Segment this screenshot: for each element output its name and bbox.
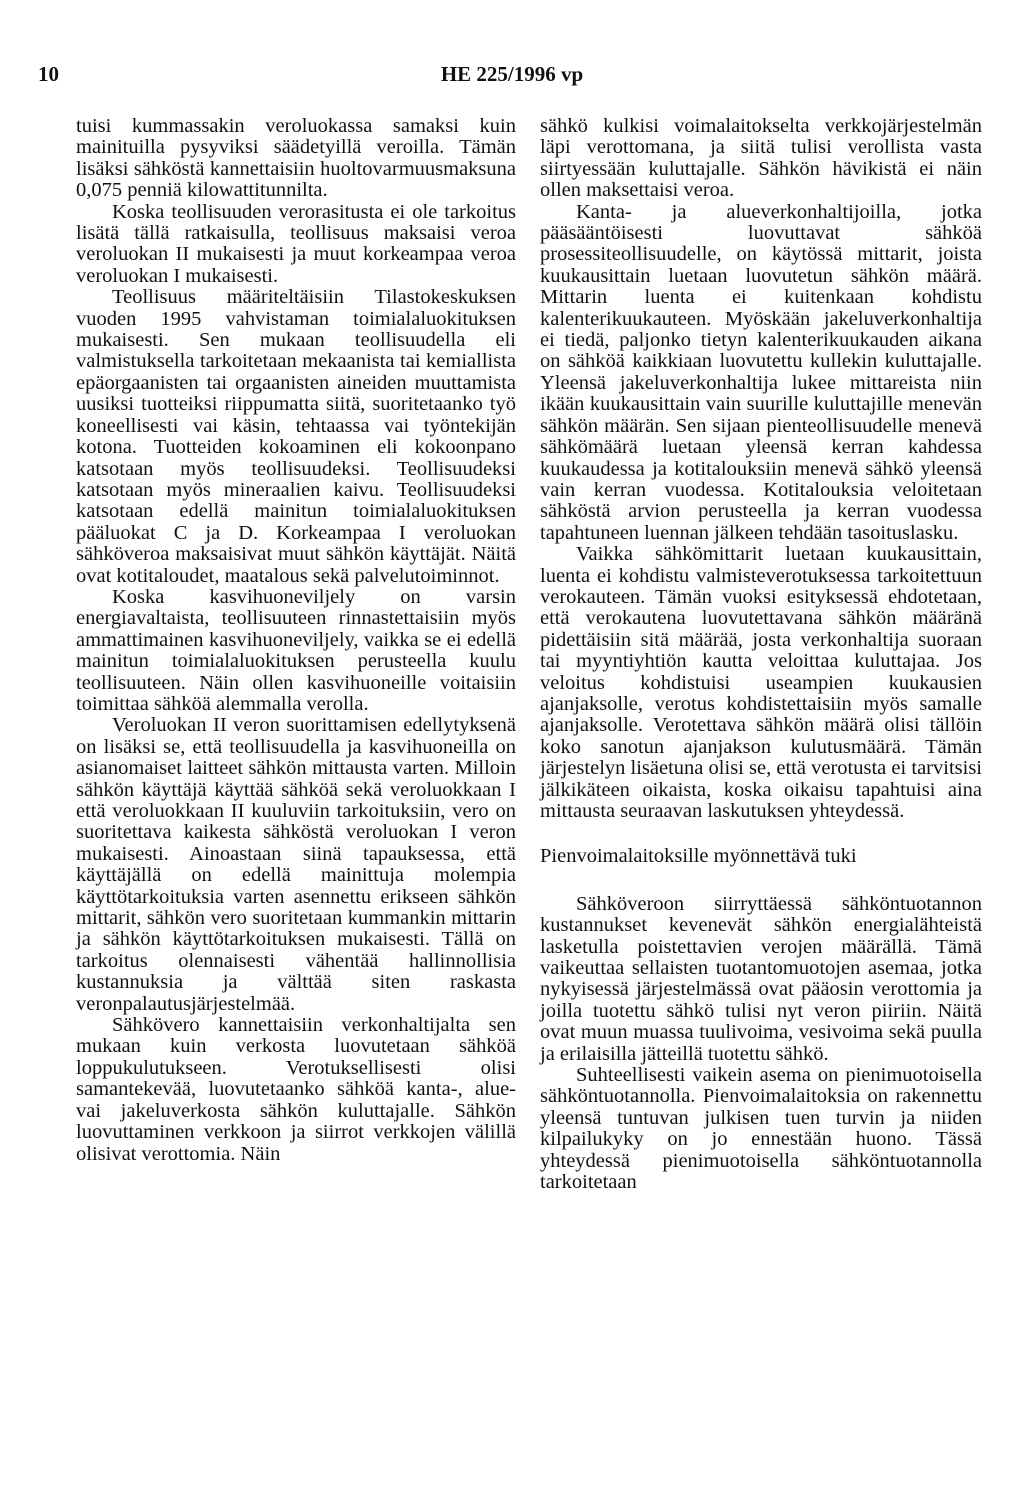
paragraph: Teollisuus määriteltäisiin Tilastokeskuksen vuoden 1995 vahvistaman toimialaluokituksen mukaisesti. Sen mukaan teollisuudella eli valmistuksella tarkoitetaan mekaanista tai kemiallista epäorgaanisten tai orgaanisten aineiden muuttamista uusiksi tuotteiksi riippumatta siitä, suoritetaanko työ koneellisesti vai käsin, tehtaassa vai työntekijän kotona. Tuotteiden kokoaminen eli kokoonpano katsotaan myös teollisuudeksi. Teollisuudeksi katsotaan myös mineraalien kaivu. Teollisuudeksi katsotaan edellä mainitun toimialaluokituksen pääluokat C ja D. Korkeampaa I veroluokan sähköveroa maksaisivat muut sähkön käyttäjät. Näitä ovat kotitaloudet, maatalous sekä palvelutoiminnot. [76, 286, 516, 587]
paragraph: Koska kasvihuoneviljely on varsin energiavaltaista, teollisuuteen rinnastettaisiin myös ammattimainen kasvihuoneviljely, vaikka se ei edellä mainitun toimialaluokituksen perusteella kuulu teollisuuteen. Näin ollen kasvihuoneille voitaisiin toimittaa sähköä alemmalla verolla. [76, 585, 516, 715]
paragraph: Suhteellisesti vaikein asema on pienimuotoisella sähköntuotannolla. Pienvoimalaitoksia on rakennettu yleensä tuntuvan julkisen tuen turvin ja niiden kilpailukyky on jo ennestään huono. Tässä yhteydessä pienimuotoisella sähköntuotannolla tarkoitetaan [540, 1064, 982, 1194]
paragraph: tuisi kummassakin veroluokassa samaksi kuin mainituilla pysyviksi säädetyillä veroilla. Tämän lisäksi sähköstä kannettaisiin huoltovarmuusmaksuna 0,075 penniä kilowattitunnilta. [76, 115, 516, 202]
paragraph: Veroluokan II veron suorittamisen edellytyksenä on lisäksi se, että teollisuudella ja kasvihuoneilla on asianomaiset laitteet sähkön mittausta varten. Milloin sähkön käyttäjä käyttää sähköä sekä veroluokkaan I että veroluokkaan II kuuluviin tarkoituksiin, vero on suoritettava kaikesta sähköstä veroluokan I veron mukaisesti. Ainoastaan siinä tapauksessa, että käyttäjällä on edellä mainittuja molempia käyttötarkoituksia varten asennettu erikseen sähkön mittarit, sähkön vero suoritetaan kummankin mittarin ja sähkön käyttötarkoituksen mukaisesti. Tällä on tarkoitus olennaisesti vähentää hallinnollisia kustannuksia ja välttää siten raskasta veronpalautusjärjestelmää. [76, 714, 516, 1015]
paragraph: Sähkövero kannettaisiin verkonhaltijalta sen mukaan kuin verkosta luovutetaan sähköä loppukulutukseen. Verotuksellisesti olisi samantekevää, luovutetaanko sähköä kanta-, alue- vai jakeluverkosta sähkön kuluttajalle. Sähkön luovuttaminen verkkoon ja siirrot verkkojen välillä olisivat verottomia. Näin [76, 1014, 516, 1165]
paragraph: Kanta- ja alueverkonhaltijoilla, jotka pääsääntöisesti luovuttavat sähköä prosessiteollisuudelle, on käytössä mittarit, joista kuukausittain luetaan luovutetun sähkön määrä. Mittarin luenta ei kuitenkaan kohdistu kalenterikuukauteen. Myöskään jakeluverkonhaltija ei tiedä, paljonko tietyn kalenterikuukauden aikana on sähköä kaikkiaan luovutettu kullekin kuluttajalle. Yleensä jakeluverkonhaltija lukee mittareista niin ikään kuukausittain vain suurille kuluttajille menevän sähkön määrän. Sen sijaan pienteollisuudelle menevä sähkömäärä luetaan yleensä kerran kahdessa kuukaudessa ja kotitalouksiin menevä sähkö yleensä vain kerran vuodessa. Kotitalouksia veloitetaan sähköstä arvion perusteella ja kerran vuodessa tapahtuneen luennan jälkeen tehdään tasoituslasku. [540, 200, 982, 544]
paragraph: sähkö kulkisi voimalaitokselta verkkojärjestelmän läpi verottomana, ja siitä tulisi verollista vasta siirtyessään kuluttajalle. Sähkön hävikistä ei näin ollen maksettaisi veroa. [540, 115, 982, 202]
page-number: 10 [38, 62, 59, 86]
paragraph: Vaikka sähkömittarit luetaan kuukausittain, luenta ei kohdistu valmisteverotuksessa tarkoitettuun verokauteen. Tämän vuoksi esityksessä ehdotetaan, että verokautena luovutettavana sähkön määränä pidettäisiin sitä määrää, josta verkonhaltija suoraan tai myyntiyhtiön kautta veloittaa kuluttajaa. Jos veloitus kohdistuisi useampien kuukausien ajanjaksolle, verotus kohdistettaisiin myös samalle ajanjaksolle. Verotettava sähkön määrä olisi tällöin koko sanotun ajanjakson kulutusmäärä. Tämän järjestelyn lisäetuna olisi se, että verotusta ei tarvitsisi jälkikäteen oikaista, koska oikaisu tapahtuisi aina mittausta seuraavan laskutuksen yhteydessä. [540, 543, 982, 822]
right-column [540, 116, 982, 1194]
left-column [76, 116, 516, 1165]
page-header [38, 62, 986, 90]
paragraph: Sähköveroon siirryttäessä sähköntuotannon kustannukset kevenevät sähkön energialähteistä lasketulla poistettavien verojen määrällä. Tämä vaikeuttaa sellaisten tuotantomuotojen asemaa, jotka nykyisessä järjestelmässä ovat pääosin verottomia ja joilla tuotettu sähkö tulisi nyt veron piiriin. Näitä ovat muun muassa tuulivoima, vesivoima sekä puulla ja erilaisilla jätteillä tuotettu sähkö. [540, 892, 982, 1065]
paragraph: Koska teollisuuden verorasitusta ei ole tarkoitus lisätä tällä ratkaisulla, teollisuus maksaisi veroa veroluokan II mukaisesti ja muut korkeampaa veroa veroluokan I mukaisesti. [76, 200, 516, 287]
section-heading: Pienvoimalaitoksille myönnettävä tuki [540, 845, 857, 868]
document-id: HE 225/1996 vp [440, 62, 584, 86]
